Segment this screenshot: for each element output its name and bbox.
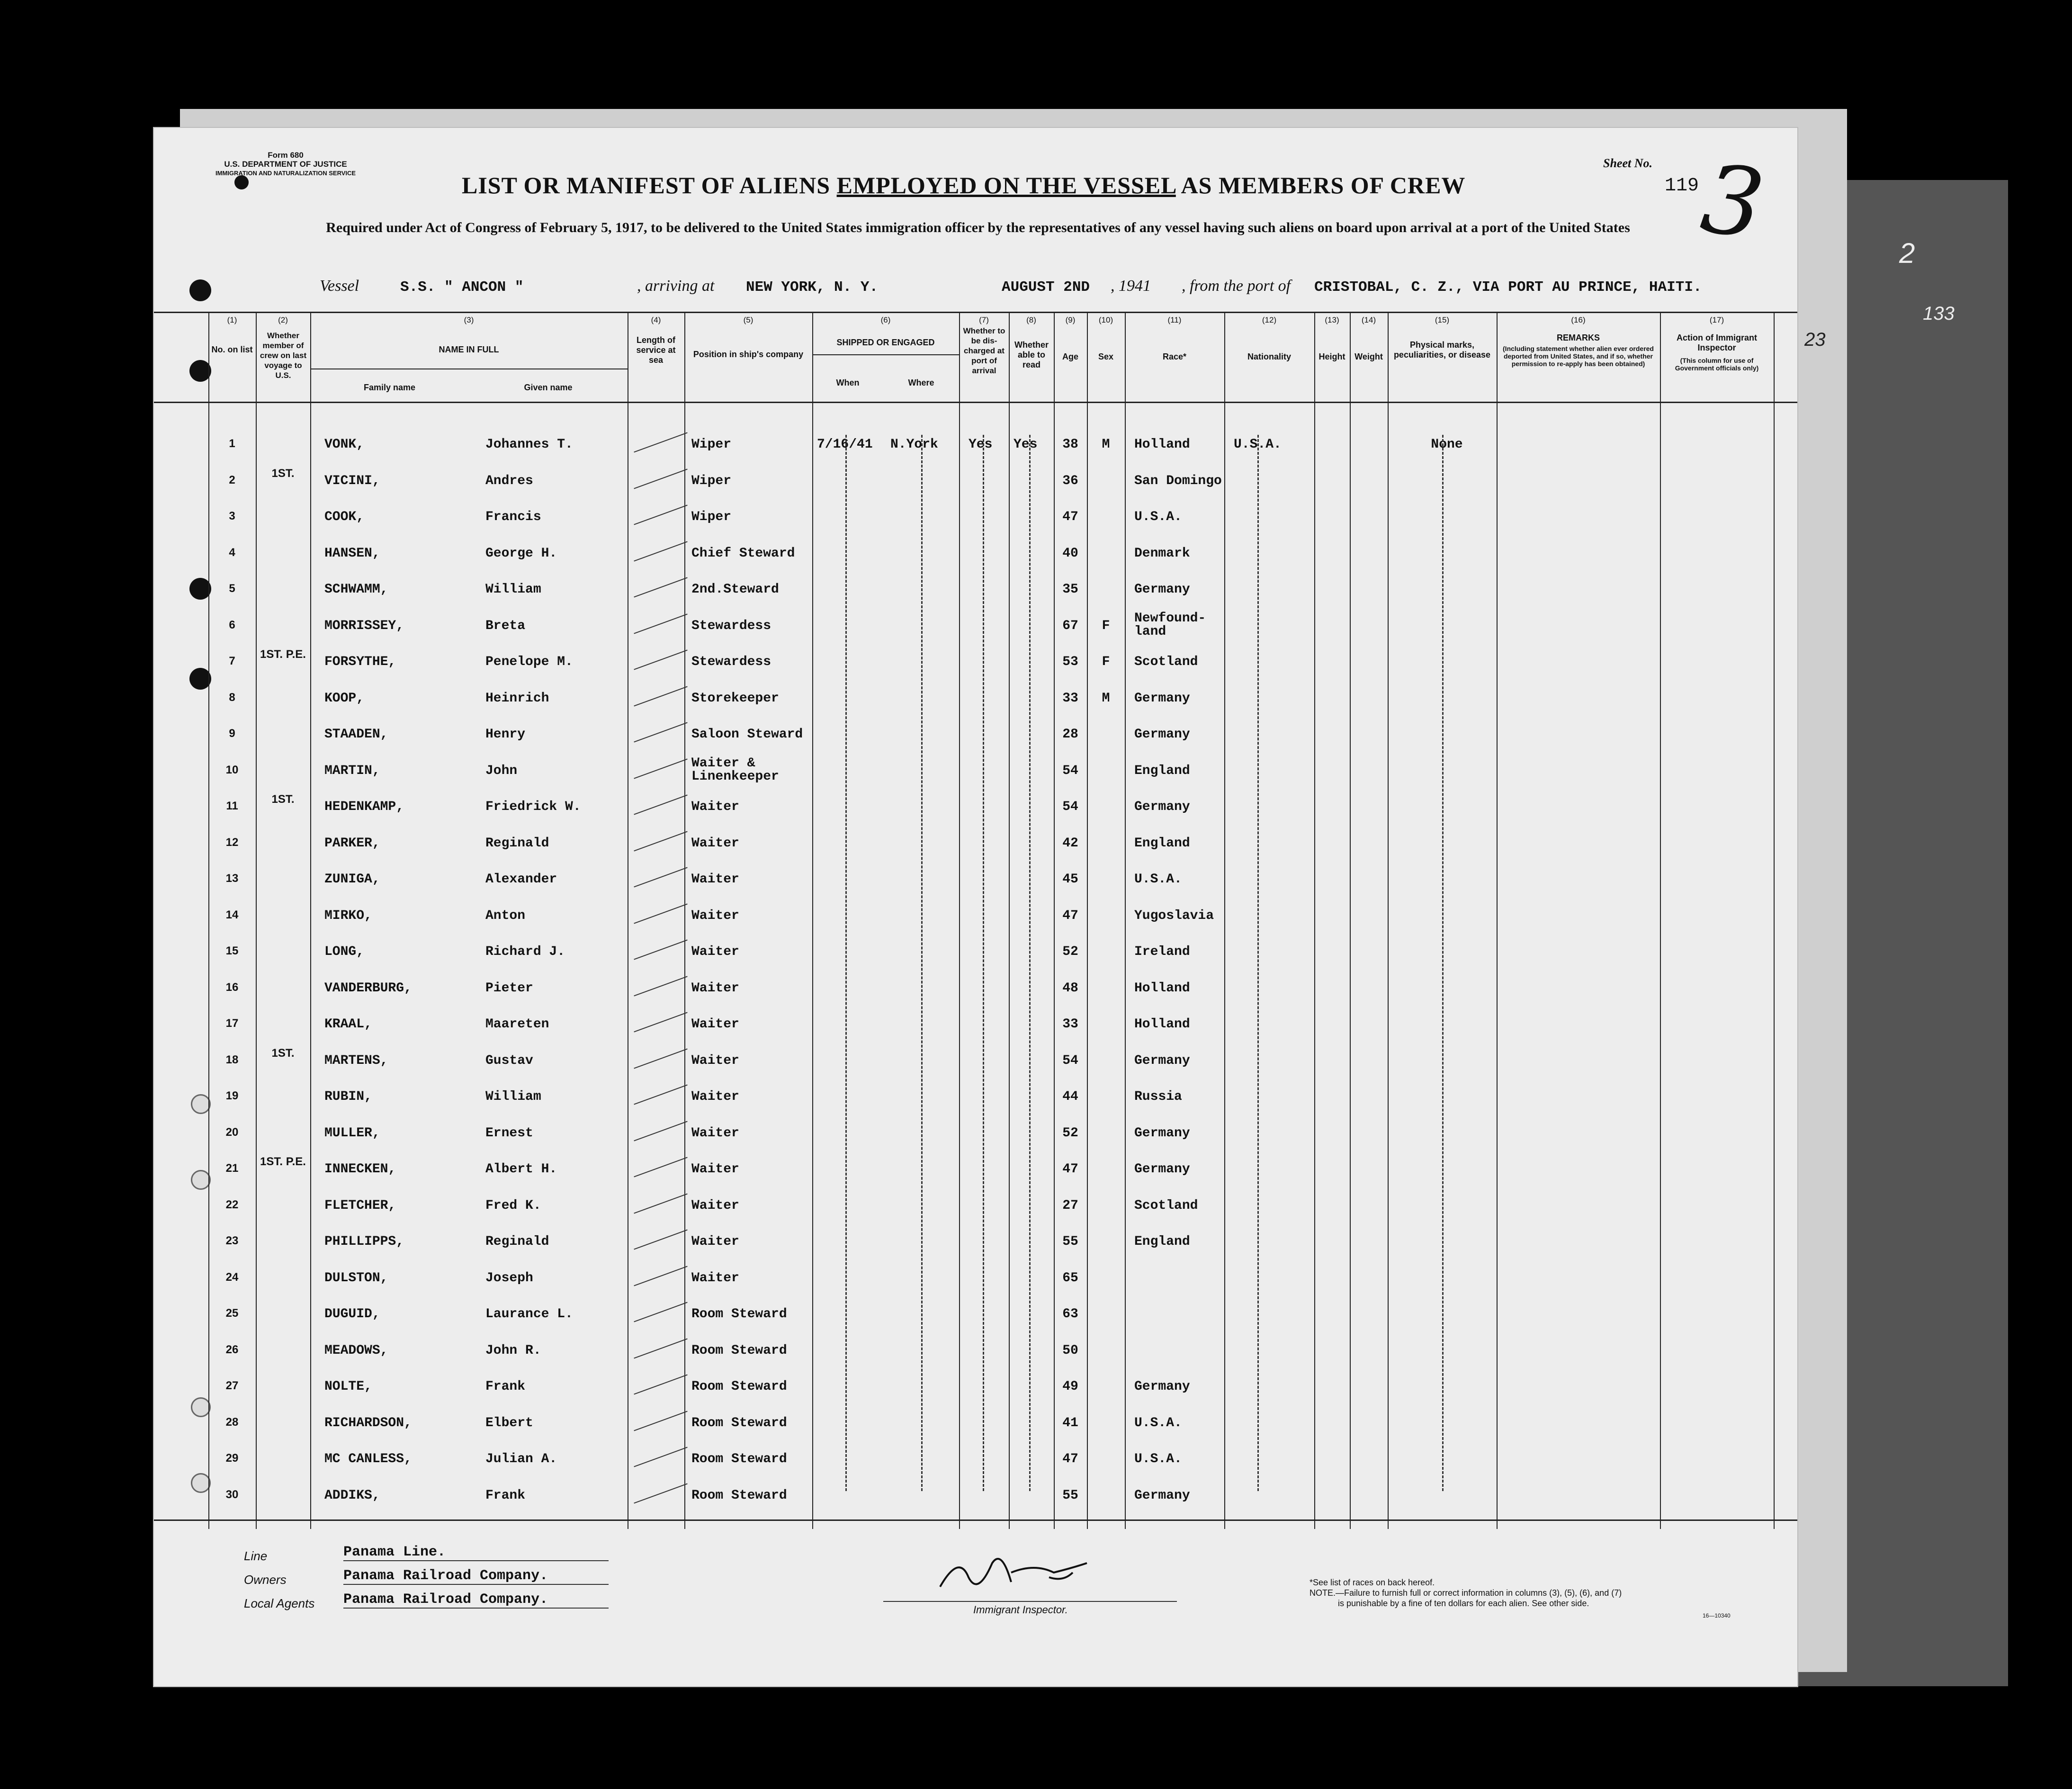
cell-position: Waiter: [691, 1234, 739, 1249]
cell-given: Frank: [485, 1379, 526, 1394]
cell-age: 55: [1062, 1234, 1078, 1249]
cell-no: 17: [225, 1017, 239, 1030]
col-header-action: Action of Immigrant Inspector: [1677, 333, 1757, 352]
cell-no: 16: [225, 980, 239, 994]
line-value: Panama Line.: [343, 1544, 609, 1561]
cell-race: Scotland: [1134, 655, 1198, 669]
cell-given: Joseph: [485, 1270, 533, 1286]
cell-age: 47: [1062, 908, 1078, 923]
cell-no: 11: [226, 800, 238, 812]
cell-family: MORRISSEY,: [324, 618, 404, 633]
cell-position: Waiter: [691, 836, 739, 851]
col-header-length: Length of service at sea: [636, 335, 676, 365]
table-row: [154, 1155, 1797, 1198]
cell-position: Waiter: [691, 1053, 739, 1068]
cell-position: Wiper: [691, 510, 732, 524]
cell-position: Wiper: [691, 473, 732, 488]
cell-race: Germany: [1134, 727, 1190, 742]
cell-given: Alexander: [485, 872, 557, 887]
cell-race: U.S.A.: [1134, 1415, 1182, 1430]
cell-position: Saloon Steward: [691, 727, 803, 742]
cell-position: Waiter: [691, 908, 739, 923]
cell-family: HANSEN,: [324, 546, 380, 561]
cell-given: Albert H.: [485, 1162, 557, 1177]
cell-no: 7: [229, 655, 235, 667]
cell-sex: F: [1102, 618, 1110, 633]
table-row: [154, 1089, 1797, 1125]
cell-marks: None: [1431, 437, 1463, 452]
cell-age: 35: [1062, 582, 1078, 597]
cell-age: 47: [1062, 510, 1078, 524]
cell-position: Room Steward: [691, 1379, 787, 1394]
cell-given: John R.: [485, 1343, 541, 1358]
cell-family: VANDERBURG,: [324, 980, 412, 996]
col-header-age: Age: [1062, 352, 1078, 361]
tick-mark: [634, 432, 687, 453]
cell-position: Wiper: [691, 437, 732, 452]
table-row: [154, 691, 1797, 727]
cell-position: Waiter: [691, 800, 739, 814]
cell-family: MULLER,: [324, 1125, 380, 1141]
cell-race: Germany: [1134, 1053, 1190, 1068]
cell-sex: F: [1102, 655, 1110, 669]
cell-age: 52: [1062, 944, 1078, 959]
cell-race: Germany: [1134, 582, 1190, 597]
form-number: Form 680 U.S. DEPARTMENT OF JUSTICE IMMIGRATION AND NATURALIZATION SERVICE: [215, 151, 356, 177]
side-number: 23: [1804, 329, 1826, 350]
cell-position: Stewardess: [691, 618, 771, 633]
table-row: [154, 611, 1797, 655]
owners-label: Owners: [244, 1573, 287, 1587]
cell-nat: U.S.A.: [1234, 437, 1282, 452]
cell-race: Russia: [1134, 1089, 1182, 1104]
cell-given: Heinrich: [485, 691, 549, 706]
cell-no: 28: [225, 1415, 239, 1429]
table-row: [154, 793, 1797, 836]
cell-no: 5: [229, 582, 235, 595]
table-row: [154, 1452, 1797, 1488]
table-row: [154, 546, 1797, 582]
cell-given: William: [485, 1089, 541, 1104]
cell-given: Penelope M.: [485, 655, 573, 669]
cell-age: 40: [1062, 546, 1078, 561]
cell-age: 50: [1062, 1343, 1078, 1358]
cell-age: 44: [1062, 1089, 1078, 1104]
cell-age: 52: [1062, 1125, 1078, 1141]
ditto-line: [921, 435, 923, 1491]
cell-family: MEADOWS,: [324, 1343, 388, 1358]
cell-position: Waiter: [691, 1089, 739, 1104]
cell-position: Stewardess: [691, 655, 771, 669]
cell-position: Chief Steward: [691, 546, 795, 561]
cell-race: Germany: [1134, 1162, 1190, 1177]
table-row: [154, 467, 1797, 510]
cell-race: Holland: [1134, 1017, 1190, 1032]
cell-age: 33: [1062, 1017, 1078, 1032]
cell-race: Germany: [1134, 800, 1190, 814]
cell-given: Gustav: [485, 1053, 533, 1068]
cell-position: Waiter: [691, 1198, 739, 1213]
cell-family: KRAAL,: [324, 1017, 372, 1032]
cell-age: 54: [1062, 1053, 1078, 1068]
punch-hole: [189, 279, 211, 301]
cell-given: Elbert: [485, 1415, 533, 1430]
cell-race: San Domingo: [1134, 473, 1222, 488]
cell-race: England: [1134, 836, 1190, 851]
cell-family: SCHWAMM,: [324, 582, 388, 597]
cell-family: FORSYTHE,: [324, 655, 396, 669]
cell-race: U.S.A.: [1134, 1452, 1182, 1466]
col-header-no: No. on list: [211, 345, 253, 354]
manifest-sheet: 23 Form 680 U.S. DEPARTMENT OF JUSTICE IMMIGRATION AND NATURALIZATION SERVICE LIST OR MANIFEST OF ALIENS EMPLOYED ON THE VESSEL AS MEMBERS OF CREW Sheet No. 119 3 Required under Act of Congress of February 5, 1917, to be delivered to the United States immigration officer by the representatives of any vessel having such aliens on board upon arrival at a port of the United States Vessel S.S. " ANCON " , arriving at NEW YORK, N. Y. AUGUST 2ND , 1941 , from the port of CRISTOBAL, C. Z., VIA PORT AU PRINCE, HAITI. (1) (2) (3) (4) (5) (6) (7) (8) (9) (10) (11) (12) (13) (14) (15) (16) (17) No. on list Whether member of crew on last voyage to U.S. NAME IN FULL Family name Given name Length of service at sea Position in ship's company SHIPPED OR ENGAGED When Where Whether to be dis-charged at port of arrival Whether able to read Age Sex Race* Nationality Height Weight Physical marks, peculiarities, or disease REMARKS (Including statement whether alien ever ordered deported from United States, and if so, whether permission to re-apply has been obtained) Action of Immigrant Inspector (This column for use of Government officials only) 1 VONK, Johannes T. Wiper 7/16/41 N.York Yes Yes 38 M Holland U.S.A. None 2 1ST. VICINI, Andres Wiper 36 San Domingo 3 COOK, Francis Wiper 47 U.S.A. 4 HANSEN, George H. Chief Steward 40 Denmark 5 SCHWAMM, William 2nd.Steward 35 Germany 6 MORRISSEY, Breta Stewardess 67 F Newfound-land 7 1ST. P.E. FORSYTHE, Penelope M. Stewardess 53 F Scotland 8 KOOP, Heinrich Storekeeper 33 M Germany 9 STAADEN, Henry Saloon Steward 28 Germany 10 MARTIN, John Waiter & Linenkeeper 54 England 11 1ST. HEDENKAMP, Friedrick W. Waiter 54 Germany 12 PARKER, Reginald Waiter 42 England 13 ZUNIGA, Alexander Waiter 45 U.S.A. 14 MIRKO, Anton Waiter 47 Yugoslavia 15 LONG, Richard J. Waiter 52 Ireland 16 VANDERBURG, Pieter Waiter 48 Holland 17 KRAAL, Maareten Waiter 33 Holland 18 1ST. MARTENS, Gustav Waiter 54 Germany 19 RUBIN, William Waiter 44 Russia 20 MULLER, Ernest Waiter 52 Germany 21 1ST. P.E. INNECKEN, Albert H. Waiter 47 Germany 22 FLETCHER, Fred K. Waiter 27 Scotland 23 PHILLIPPS, Reginald Waiter 55 England 24 DULSTON, Joseph Waiter 65 25 DUGUID, Laurance L. Room Steward 63 26 MEADOWS, John R. Room Steward 50 27 NOLTE, Frank Room Steward 49 Germany 28 RICHARDSON, Elbert Room Steward 41 U.S.A. 29 MC CANLESS, Julian A. Room Steward 47 U.S.A. 30 ADDIKS, Frank Room Steward 55 Germany Line Panama Line. Owners Panama Railroad Company. Local Agents Panama Railroad Company. Immigrant Inspector. *See list of races on back hereof. NOTE.—Failure to furnish full or correct information in columns (3), (5), (6), and (7) is punishable by a fine of ten dollars for each alien. See other side. 16—10340: [154, 128, 1797, 1686]
cell-prev: 1ST.: [271, 1046, 295, 1060]
cell-given: John: [485, 763, 518, 778]
cell-age: 54: [1062, 800, 1078, 814]
arrival-date: AUGUST 2ND: [1002, 279, 1090, 296]
cell-position: 2nd.Steward: [691, 582, 779, 597]
cell-given: Richard J.: [485, 944, 565, 959]
cell-no: 18: [225, 1053, 239, 1066]
table-row: [154, 1379, 1797, 1415]
cell-position: Waiter: [691, 980, 739, 996]
cell-no: 2: [229, 473, 235, 486]
cell-given: Julian A.: [485, 1452, 557, 1466]
cell-prev: 1ST.: [271, 467, 295, 480]
sheet-number: 119: [1665, 175, 1699, 197]
cell-no: 15: [225, 944, 239, 957]
inspector-signature: [931, 1544, 1196, 1601]
col-header-able: Whether able to read: [1014, 340, 1049, 369]
cell-position: Waiter: [691, 944, 739, 959]
col-header-whether: Whether member of crew on last voyage to U.S.: [260, 331, 307, 380]
inspector-label: Immigrant Inspector.: [973, 1604, 1068, 1616]
cell-race: U.S.A.: [1134, 510, 1182, 524]
cell-sex: M: [1102, 437, 1110, 452]
cell-age: 67: [1062, 618, 1078, 633]
cell-given: Johannes T.: [485, 437, 573, 452]
cell-race: Denmark: [1134, 546, 1190, 561]
col-header-action-sub: (This column for use of Government officials only): [1675, 357, 1759, 372]
cell-age: 54: [1062, 763, 1078, 778]
cell-sex: M: [1102, 691, 1110, 706]
cell-race: Ireland: [1134, 944, 1190, 959]
cell-given: Maareten: [485, 1017, 549, 1032]
arrival-port: NEW YORK, N. Y.: [746, 279, 879, 296]
page-title: LIST OR MANIFEST OF ALIENS EMPLOYED ON THE VESSEL AS MEMBERS OF CREW: [462, 172, 1466, 198]
side-number: 133: [1923, 303, 1955, 324]
owners-value: Panama Railroad Company.: [343, 1568, 609, 1585]
cell-age: 42: [1062, 836, 1078, 851]
table-row: [154, 1416, 1797, 1452]
table-row: [154, 1271, 1797, 1307]
cell-no: 4: [229, 546, 235, 559]
cell-race: Newfound-land: [1134, 611, 1206, 639]
table-row: [154, 727, 1797, 763]
cell-no: 24: [225, 1270, 239, 1284]
ditto-line: [1257, 435, 1259, 1491]
cell-given: Pieter: [485, 980, 533, 996]
cell-family: HEDENKAMP,: [324, 800, 404, 814]
manifest-table: (1) (2) (3) (4) (5) (6) (7) (8) (9) (10) (11) (12) (13) (14) (15) (16) (17) No. on list Whether member of crew on last voyage to U.S. NAME IN FULL Family name Given name Length of service at sea Position in ship's company SHIPPED OR ENGAGED When Where Whether to be dis-charged at port of arrival Whether able to read Age Sex Race* Nationality Height Weight Physical marks, peculiarities, or disease REMARKS (Including statement whether alien ever ordered deported from United States, and if so, whether permission to re-apply has been obtained) Action of Immigrant Inspector (This column for use of Government officials only) 1 VONK, Johannes T. Wiper 7/16/41 N.York Yes Yes 38 M Holland U.S.A. None 2 1ST. VICINI, Andres Wiper 36 San Domingo 3 COOK, Francis Wiper 47 U.S.A. 4 HANSEN, George H. Chief Steward 40 Denmark 5 SCHWAMM, William 2nd.Steward 35 Germany 6 MORRISSEY, Breta Stewardess 67 F Newfound-land 7 1ST. P.E. FORSYTHE, Penelope M. Stewardess 53 F Scotland 8 KOOP, Heinrich Storekeeper 33 M Germany 9 STAADEN, Henry Saloon Steward 28 Germany 10 MARTIN, John Waiter & Linenkeeper 54 England 11 1ST. HEDENKAMP, Friedrick W. Waiter 54 Germany 12 PARKER, Reginald Waiter 42 England 13 ZUNIGA, Alexander Waiter 45 U.S.A. 14 MIRKO, Anton Waiter 47 Yugoslavia 15 LONG, Richard J. Waiter 52 Ireland 16 VANDERBURG, Pieter Waiter 48 Holland 17 KRAAL, Maareten Waiter 33 Holland 18 1ST. MARTENS, Gustav Waiter 54 Germany 19 RUBIN, William Waiter 44 Russia 20 MULLER, Ernest Waiter 52 Germany 21 1ST. P.E. INNECKEN, Albert H. Waiter 47 Germany 22 FLETCHER, Fred K. Waiter 27 Scotland 23 PHILLIPPS, Reginald Waiter 55 England 24 DULSTON, Joseph Waiter 65 25 DUGUID, Laurance L. Room Steward 63 26 MEADOWS, John R. Room Steward 50 27 NOLTE, Frank Room Steward 49 Germany 28 RICHARDSON, Elbert Room Steward 41 U.S.A. 29 MC CANLESS, Julian A. Room Steward 47 U.S.A. 30 ADDIKS, Frank Room Steward 55 Germany: [154, 312, 1797, 1529]
cell-family: MIRKO,: [324, 908, 372, 923]
cell-no: 30: [225, 1488, 239, 1501]
cell-no: 14: [225, 908, 239, 921]
cell-age: 49: [1062, 1379, 1078, 1394]
cell-when: 7/16/41: [817, 437, 873, 452]
cell-given: Henry: [485, 727, 526, 742]
table-row: [154, 437, 1797, 473]
table-row: [154, 1126, 1797, 1162]
cell-no: 26: [225, 1343, 239, 1356]
col-header-given: Given name: [524, 383, 573, 392]
cell-position: Waiter: [691, 1125, 739, 1141]
footnote-races: *See list of races on back hereof.: [1310, 1578, 1435, 1587]
col-header-height: Height: [1319, 352, 1345, 361]
col-header-weight: Weight: [1354, 352, 1383, 361]
cell-given: Andres: [485, 473, 533, 488]
col-header-remarks: REMARKS: [1556, 333, 1600, 342]
cell-family: LONG,: [324, 944, 365, 959]
cell-given: Fred K.: [485, 1198, 541, 1213]
cell-given: Ernest: [485, 1125, 533, 1141]
cell-family: RICHARDSON,: [324, 1415, 412, 1430]
table-row: [154, 1017, 1797, 1053]
cell-given: Frank: [485, 1488, 526, 1503]
cell-race: Germany: [1134, 1488, 1190, 1503]
cell-given: Francis: [485, 510, 541, 524]
cell-prev: 1ST. P.E.: [260, 648, 306, 661]
cell-family: DUGUID,: [324, 1307, 380, 1322]
table-row: [154, 1234, 1797, 1270]
cell-race: Germany: [1134, 1379, 1190, 1394]
cell-prev: 1ST.: [271, 793, 295, 806]
table-row: [154, 1198, 1797, 1234]
cell-family: MARTIN,: [324, 763, 380, 778]
table-row: [154, 1488, 1797, 1524]
cell-position: Room Steward: [691, 1488, 787, 1503]
agents-value: Panama Railroad Company.: [343, 1591, 609, 1609]
cell-no: 29: [225, 1452, 239, 1465]
cell-age: 45: [1062, 872, 1078, 887]
cell-position: Waiter: [691, 1017, 739, 1032]
cell-family: COOK,: [324, 510, 365, 524]
cell-read: Yes: [1014, 437, 1038, 452]
cell-race: U.S.A.: [1134, 872, 1182, 887]
cell-position: Storekeeper: [691, 691, 779, 706]
cell-age: 48: [1062, 980, 1078, 996]
departure-port: CRISTOBAL, C. Z., VIA PORT AU PRINCE, HAITI.: [1314, 279, 1702, 296]
vessel-name: S.S. " ANCON ": [400, 279, 524, 296]
cell-disch: Yes: [969, 437, 993, 452]
cell-where: N.York: [890, 437, 938, 452]
cell-age: 65: [1062, 1270, 1078, 1286]
cell-family: INNECKEN,: [324, 1162, 396, 1177]
ditto-line: [1442, 435, 1444, 1491]
cell-no: 22: [225, 1198, 239, 1211]
cell-position: Room Steward: [691, 1343, 787, 1358]
cell-given: Laurance L.: [485, 1307, 573, 1322]
cell-given: George H.: [485, 546, 557, 561]
cell-family: PARKER,: [324, 836, 380, 851]
table-row: [154, 510, 1797, 546]
cell-position: Waiter: [691, 1270, 739, 1286]
cell-race: Scotland: [1134, 1198, 1198, 1213]
col-header-nationality: Nationality: [1247, 352, 1291, 361]
table-row: [154, 981, 1797, 1017]
cell-no: 19: [225, 1089, 239, 1102]
cell-race: England: [1134, 1234, 1190, 1249]
table-row: [154, 1307, 1797, 1343]
sheet-label: Sheet No.: [1603, 156, 1652, 170]
cell-no: 13: [225, 872, 239, 885]
handwritten-sheet-number: 3: [1695, 143, 1770, 261]
cell-age: 28: [1062, 727, 1078, 742]
col-header-family: Family name: [363, 383, 416, 392]
footnote-penalty-2: is punishable by a fine of ten dollars for each alien. See other side.: [1338, 1599, 1589, 1608]
cell-age: 36: [1062, 473, 1078, 488]
table-row: [154, 836, 1797, 872]
cell-family: VONK,: [324, 437, 365, 452]
cell-family: PHILLIPPS,: [324, 1234, 404, 1249]
table-row: [154, 755, 1797, 800]
col-header-race: Race*: [1162, 352, 1187, 361]
cell-family: RUBIN,: [324, 1089, 372, 1104]
ditto-line: [1029, 435, 1031, 1491]
side-number: 2: [1899, 237, 1915, 269]
cell-age: 38: [1062, 437, 1078, 452]
cell-age: 41: [1062, 1415, 1078, 1430]
cell-race: Holland: [1134, 437, 1190, 452]
cell-age: 47: [1062, 1162, 1078, 1177]
cell-position: Waiter: [691, 872, 739, 887]
cell-age: 53: [1062, 655, 1078, 669]
cell-family: ZUNIGA,: [324, 872, 380, 887]
cell-family: ADDIKS,: [324, 1488, 380, 1503]
cell-family: MARTENS,: [324, 1053, 388, 1068]
cell-age: 33: [1062, 691, 1078, 706]
cell-position: Room Steward: [691, 1452, 787, 1466]
cell-position: Room Steward: [691, 1415, 787, 1430]
table-row: [154, 1046, 1797, 1089]
cell-age: 63: [1062, 1307, 1078, 1322]
line-label: Line: [244, 1549, 268, 1563]
cell-given: Friedrick W.: [485, 800, 581, 814]
cell-family: VICINI,: [324, 473, 380, 488]
cell-family: DULSTON,: [324, 1270, 388, 1286]
cell-given: Reginald: [485, 1234, 549, 1249]
cell-position: Waiter & Linenkeeper: [691, 755, 779, 784]
signature-line: [883, 1601, 1177, 1602]
col-header-marks: Physical marks, peculiarities, or disease: [1393, 340, 1491, 360]
cell-no: 3: [229, 510, 235, 522]
cell-age: 47: [1062, 1452, 1078, 1466]
cell-family: MC CANLESS,: [324, 1452, 412, 1466]
footnote-penalty: NOTE.—Failure to furnish full or correct information in columns (3), (5), (6), and (7): [1310, 1588, 1622, 1598]
cell-family: STAADEN,: [324, 727, 388, 742]
agents-label: Local Agents: [244, 1596, 315, 1610]
cell-no: 9: [229, 727, 235, 740]
cell-family: FLETCHER,: [324, 1198, 396, 1213]
table-row: [154, 1343, 1797, 1379]
cell-no: 23: [225, 1234, 239, 1247]
cell-given: William: [485, 582, 541, 597]
cell-no: 21: [225, 1162, 239, 1175]
col-header-when: When: [836, 378, 860, 387]
cell-no: 25: [225, 1307, 239, 1320]
col-header-position: Position in ship's company: [693, 350, 804, 359]
col-header-remarks-sub: (Including statement whether alien ever ordered deported from United States, and if so, whether permission to re-apply has been obtained): [1503, 345, 1654, 368]
col-header-discharged: Whether to be dis-charged at port of arrival: [963, 326, 1005, 375]
cell-race: Yugoslavia: [1134, 908, 1214, 923]
cell-no: 6: [229, 618, 235, 631]
col-header-sex: Sex: [1098, 352, 1114, 361]
table-row: [154, 582, 1797, 618]
table-row: [154, 908, 1797, 944]
cell-race: Holland: [1134, 980, 1190, 996]
cell-race: Germany: [1134, 691, 1190, 706]
cell-age: 55: [1062, 1488, 1078, 1503]
ditto-line: [983, 435, 984, 1491]
cell-prev: 1ST. P.E.: [260, 1155, 306, 1168]
col-header-where: Where: [908, 378, 934, 387]
cell-position: Room Steward: [691, 1307, 787, 1322]
cell-age: 27: [1062, 1198, 1078, 1213]
cell-no: 20: [225, 1125, 239, 1139]
form-code: 16—10340: [1703, 1612, 1731, 1619]
cell-family: KOOP,: [324, 691, 365, 706]
cell-given: Anton: [485, 908, 526, 923]
col-header-shipped: SHIPPED OR ENGAGED: [836, 338, 935, 347]
cell-race: England: [1134, 763, 1190, 778]
cell-race: Germany: [1134, 1125, 1190, 1141]
cell-given: Reginald: [485, 836, 549, 851]
cell-no: 27: [225, 1379, 239, 1392]
cell-given: Breta: [485, 618, 526, 633]
table-row: [154, 944, 1797, 980]
cell-no: 1: [229, 437, 235, 450]
ditto-line: [845, 435, 847, 1491]
cell-family: NOLTE,: [324, 1379, 372, 1394]
table-row: [154, 648, 1797, 691]
requirement-text: Required under Act of Congress of February 5, 1917, to be delivered to the United States immigration officer by the representatives of any vessel having such aliens on board upon arrival at a port of the United States: [326, 220, 1630, 235]
col-header-name: NAME IN FULL: [439, 345, 499, 354]
table-row: [154, 872, 1797, 908]
cell-no: 8: [229, 691, 235, 704]
cell-no: 10: [225, 763, 239, 776]
cell-no: 12: [225, 836, 239, 849]
cell-position: Waiter: [691, 1162, 739, 1177]
